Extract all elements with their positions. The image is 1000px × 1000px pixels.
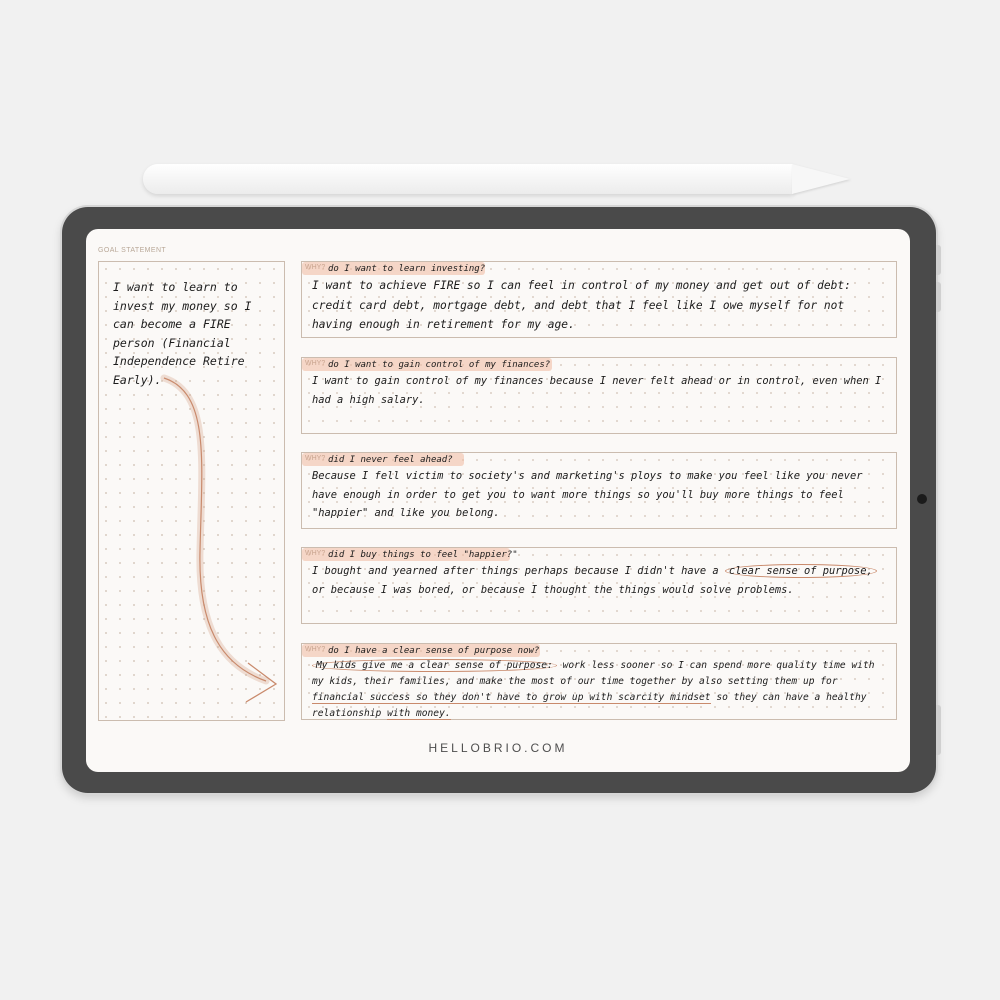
why-box-3[interactable] [301,452,897,529]
why-answer-3: Because I fell victim to society's and marketing's ploys to make you feel like you never have enough in order to get you to want more things so you'll buy more things to feel "happier" and like you belong. [312,470,863,519]
why-label: WHY? [305,360,326,367]
why-answer-1: I want to achieve FIRE so I can feel in control of my money and get out of debt: credit card debt, mortgage debt, and debt that I feel like I owe myself for not having enough in retirement for my age. [312,279,851,331]
why-question-2: do I want to gain control of my finances? [328,360,551,370]
why-label: WHY? [305,646,326,653]
why-label: WHY? [305,264,326,271]
why-label: WHY? [305,550,326,557]
why-question-1: do I want to learn investing? [328,264,486,274]
answer-part: I bought and yearned after things perhaps because I didn't have a [312,565,725,577]
volume-up-button [936,245,941,275]
tablet-screen [86,229,910,772]
pencil-tip [792,164,850,194]
power-button [936,705,941,755]
answer-part: work less sooner so I can spend more quality time with my kids, their families, and make the most of our time together by also setting them up for [312,660,875,687]
why-box-2[interactable] [301,357,897,434]
why-question-3: did I never feel ahead? [328,455,453,465]
answer-part: so they can have a healthy relationship [312,692,867,719]
goal-statement-text: I want to learn to invest my money so I can become a FIRE person (Financial Independence Retire Early). [113,280,252,387]
underlined-phrase: with money. [387,708,451,719]
why-question-5: do I have a clear sense of purpose now? [328,646,540,656]
answer-part: or because I was bored, or because I thought the things would solve problems. [312,583,794,596]
camera-icon [917,494,927,504]
arrow-icon [98,261,283,719]
why-box-5[interactable] [301,643,897,720]
footer-url: HELLOBRIO.COM [428,741,568,755]
why-answer-2: I want to gain control of my finances because I never felt ahead or in control, even when I had a high salary. [312,375,882,406]
why-answer-4 [312,562,887,599]
why-label: WHY? [305,455,326,462]
why-answer-5 [312,658,887,722]
why-question-4: did I buy things to feel "happier?" [328,550,518,560]
why-box-1[interactable] [301,261,897,338]
goal-statement-title: GOAL STATEMENT [98,247,167,254]
volume-down-button [936,282,941,312]
circled-phrase: My kids give me a clear sense of purpose: [312,659,557,672]
apple-pencil [143,164,793,194]
why-box-4[interactable] [301,547,897,624]
underlined-phrase: financial success so they don't have to grow up with scarcity mindset [312,692,711,703]
circled-phrase: clear sense of purpose, [725,564,877,578]
